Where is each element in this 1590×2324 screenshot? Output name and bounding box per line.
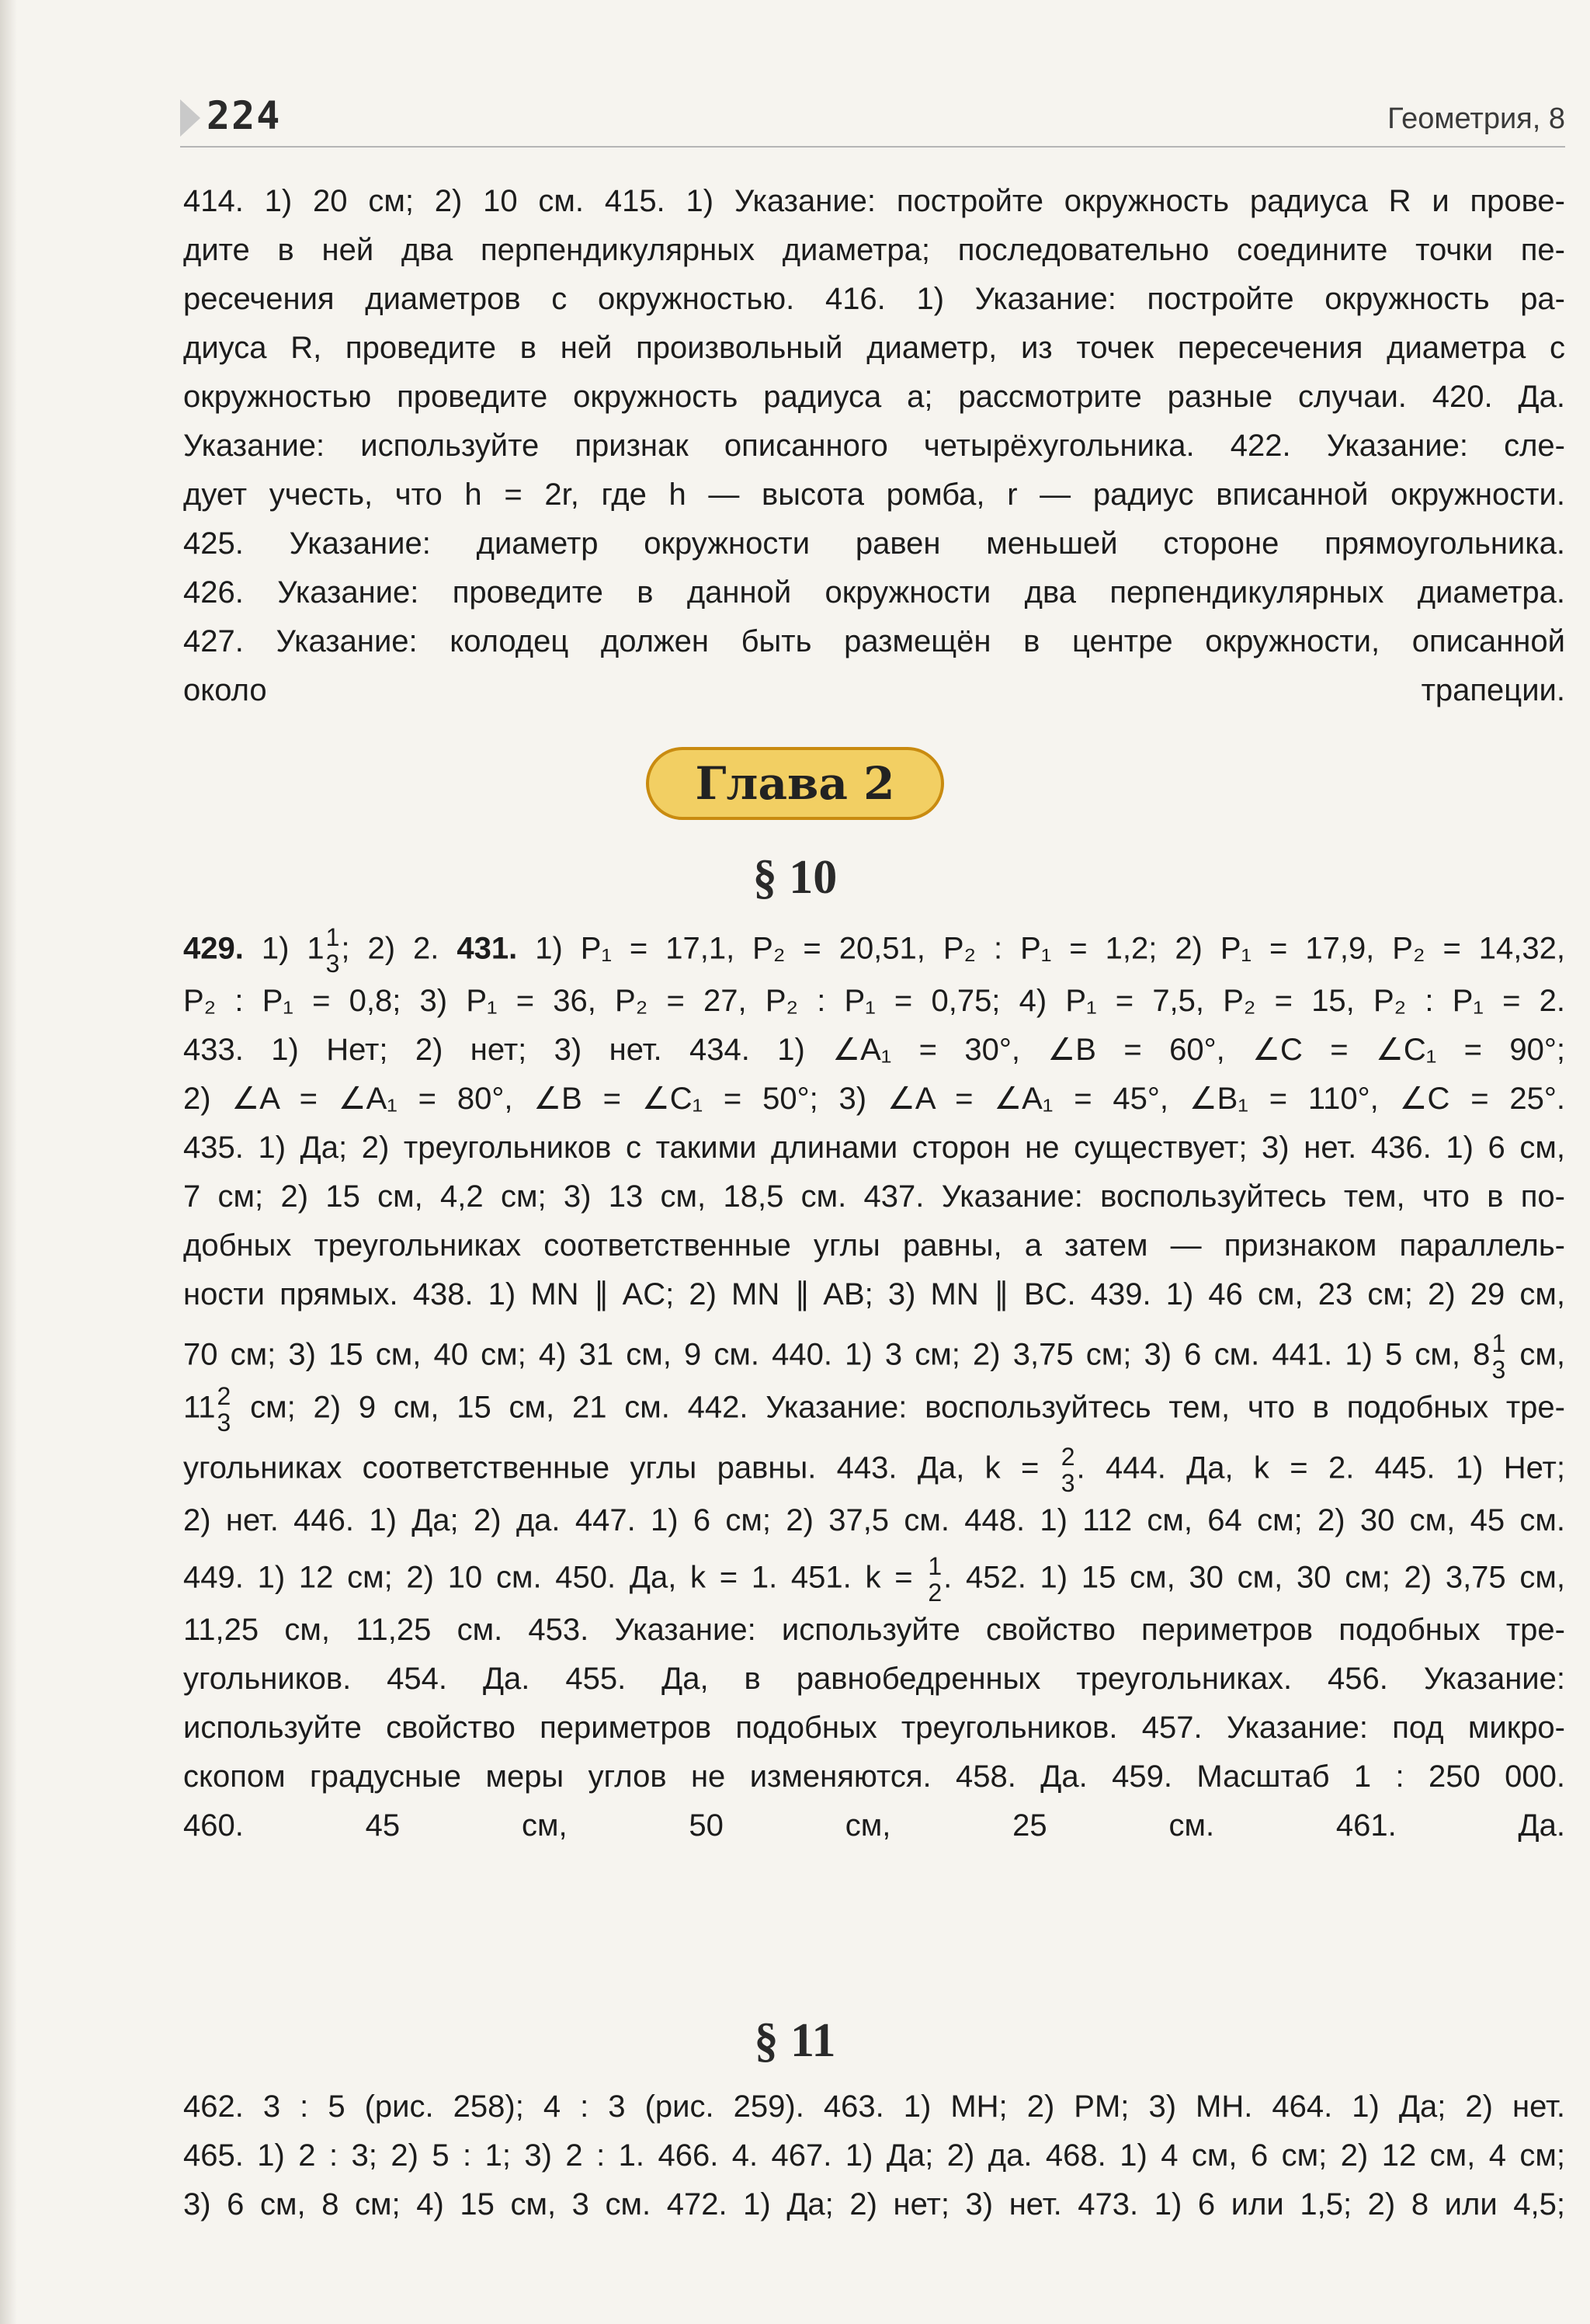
answer-number: 431. (457, 931, 518, 966)
text-line: используйте свойство периметров подобных треугольников. 457. Указание: под микро- (183, 1711, 1565, 1745)
text-fragment: 11 (183, 1390, 216, 1425)
text-line: 426. Указание: проведите в данной окружности два перпендикулярных диаметра. (183, 575, 1565, 610)
text-fragment: см, (1507, 1337, 1565, 1372)
text-fragment: . 444. Да, k = 2. 445. 1) Нет; (1076, 1450, 1565, 1485)
page-number: 224 (207, 93, 282, 138)
text-line: около трапеции. (183, 673, 1565, 707)
text-line: дует учесть, что h = 2r, где h — высота ромба, r — радиус вписанной окружности. (183, 478, 1565, 512)
fraction-numerator: 2 (1061, 1443, 1075, 1471)
text-line (183, 924, 1565, 977)
fraction-denominator: 3 (325, 950, 340, 978)
book-title: Геометрия, 8 (1387, 102, 1565, 135)
answers-block-414-427 (183, 177, 1565, 715)
text-line: 462. 3 : 5 (рис. 258); 4 : 3 (рис. 259). 463. 1) MH; 2) PM; 3) MH. 464. 1) Да; 2) нет. (183, 2090, 1565, 2124)
fraction-denominator: 3 (1491, 1356, 1506, 1384)
page-marker-icon (180, 99, 200, 137)
text-line: 460. 45 см, 50 см, 25 см. 461. Да. (183, 1808, 1565, 1843)
text-line: скопом градусные меры углов не изменяются. 458. Да. 459. Масштаб 1 : 250 000. (183, 1760, 1565, 1794)
text-line: ности прямых. 438. 1) MN ∥ AC; 2) MN ∥ AB; 3) MN ∥ BC. 439. 1) 46 см, 23 см; 2) 29 см, (183, 1277, 1565, 1311)
text-fragment: 1) 1 (243, 931, 325, 966)
fraction (326, 924, 340, 977)
text-line: окружностью проведите окружность радиуса a; рассмотрите разные случаи. 420. Да. (183, 380, 1565, 414)
fraction-numerator: 2 (217, 1382, 231, 1410)
text-fragment: см; 2) 9 см, 15 см, 21 см. 442. Указание: воспользуйтесь тем, что в подобных тре- (232, 1390, 1565, 1425)
page-edge (0, 0, 17, 2324)
fraction (1061, 1443, 1075, 1496)
fraction-denominator: 3 (1061, 1469, 1075, 1497)
text-fragment: ; 2) 2. (341, 931, 457, 966)
text-line: ресечения диаметров с окружностью. 416. 1) Указание: постройте окружность ра- (183, 282, 1565, 316)
text-line: 427. Указание: колодец должен быть размещён в центре окружности, описанной (183, 624, 1565, 658)
chapter-title: Глава 2 (646, 747, 945, 820)
fraction (928, 1553, 942, 1606)
text-line: угольников. 454. Да. 455. Да, в равнобедренных треугольниках. 456. Указание: (183, 1662, 1565, 1696)
text-fragment: 70 см; 3) 15 см, 40 см; 4) 31 см, 9 см. 440. 1) 3 см; 2) 3,75 см; 3) 6 см. 441. 1) 5 см, 8 (183, 1337, 1491, 1372)
text-line: добных треугольниках соответственные углы равны, а затем — признаком параллель- (183, 1228, 1565, 1263)
text-line: 2) нет. 446. 1) Да; 2) да. 447. 1) 6 см; 2) 37,5 см. 448. 1) 112 см, 64 см; 2) 30 см, 45 см. (183, 1503, 1565, 1537)
fraction (217, 1383, 231, 1436)
text-line: 3) 6 см, 8 см; 4) 15 см, 3 см. 472. 1) Да; 2) нет; 3) нет. 473. 1) 6 или 1,5; 2) 8 или 4,5; (183, 2187, 1565, 2222)
text-fragment: . 452. 1) 15 см, 30 см, 30 см; 2) 3,75 см, (943, 1560, 1566, 1595)
text-line: Указание: используйте признак описанного четырёхугольника. 422. Указание: сле- (183, 429, 1565, 463)
text-line: 465. 1) 2 : 3; 2) 5 : 1; 3) 2 : 1. 466. 4. 467. 1) Да; 2) да. 468. 1) 4 см, 6 см; 2) 12 см, 4 см; (183, 2138, 1565, 2173)
text-line: 2) ∠A = ∠A₁ = 80°, ∠B = ∠C₁ = 50°; 3) ∠A = ∠A₁ = 45°, ∠B₁ = 110°, ∠C = 25°. (183, 1082, 1565, 1116)
text-line: 435. 1) Да; 2) треугольников с такими длинами сторон не существует; 3) нет. 436. 1) 6 см, (183, 1131, 1565, 1165)
text-line (183, 1383, 1565, 1436)
section-heading-10: § 10 (752, 851, 838, 904)
text-line (183, 1553, 1565, 1606)
text-fragment: угольниках соответственные углы равны. 443. Да, k = (183, 1450, 1060, 1485)
answers-block-462-473 (183, 2083, 1565, 2229)
fraction-denominator: 3 (217, 1409, 231, 1436)
text-line: 425. Указание: диаметр окружности равен меньшей стороне прямоугольника. (183, 526, 1565, 561)
answer-number: 429. (183, 931, 244, 966)
fraction-numerator: 1 (325, 923, 340, 951)
text-fragment: 1) P₁ = 17,1, P₂ = 20,51, P₂ : P₁ = 1,2; 2) P₁ = 17,9, P₂ = 14,32, (517, 931, 1565, 966)
text-fragment: 449. 1) 12 см; 2) 10 см. 450. Да, k = 1. 451. k = (183, 1560, 927, 1595)
page-header (180, 92, 1565, 148)
chapter-heading-wrap (0, 747, 1590, 820)
fraction-numerator: 1 (928, 1552, 943, 1580)
text-line: 414. 1) 20 см; 2) 10 см. 415. 1) Указание: постройте окружность радиуса R и прове- (183, 184, 1565, 218)
answers-block-429-461 (183, 924, 1565, 1850)
text-line: 433. 1) Нет; 2) нет; 3) нет. 434. 1) ∠A₁ = 30°, ∠B = 60°, ∠C = ∠C₁ = 90°; (183, 1033, 1565, 1067)
fraction (1491, 1330, 1505, 1383)
fraction-denominator: 2 (928, 1579, 943, 1607)
section-heading-11: § 11 (754, 2014, 836, 2067)
text-line: диуса R, проведите в ней произвольный диаметр, из точек пересечения диаметра с (183, 331, 1565, 365)
text-line: дите в ней два перпендикулярных диаметра; последовательно соедините точки пе- (183, 233, 1565, 267)
text-line: 7 см; 2) 15 см, 4,2 см; 3) 13 см, 18,5 см. 437. Указание: воспользуйтесь тем, что в по- (183, 1179, 1565, 1214)
text-line (183, 1443, 1565, 1496)
fraction-numerator: 1 (1491, 1329, 1506, 1357)
text-line (183, 1330, 1565, 1383)
text-line: P₂ : P₁ = 0,8; 3) P₁ = 36, P₂ = 27, P₂ : P₁ = 0,75; 4) P₁ = 7,5, P₂ = 15, P₂ : P₁ = 2. (183, 984, 1565, 1018)
text-line: 11,25 см, 11,25 см. 453. Указание: используйте свойство периметров подобных тре- (183, 1613, 1565, 1647)
